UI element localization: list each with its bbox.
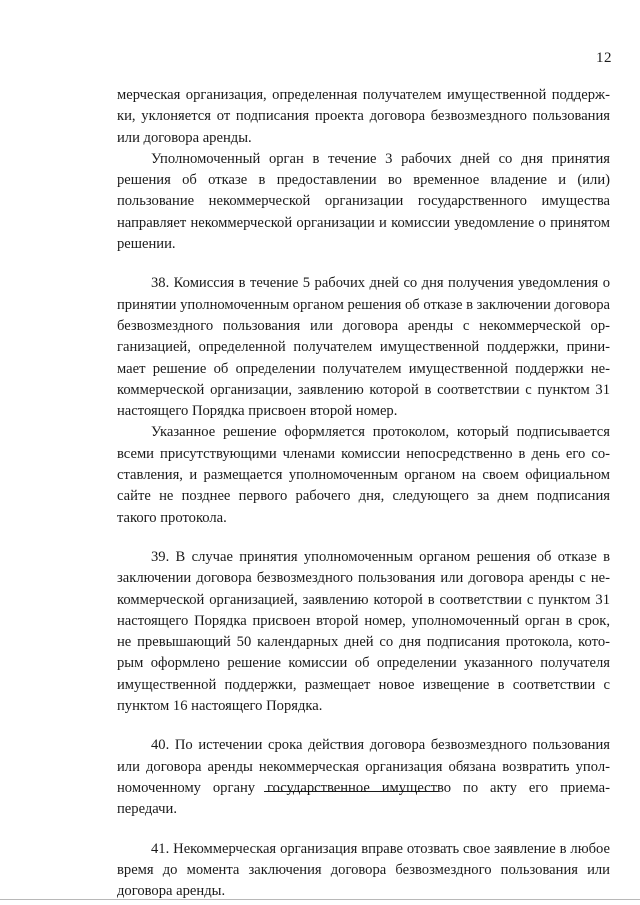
paragraph-continued: мерческая организация, определенная получателем имущественной поддержки, уклоняется от подписания проекта договора безвозмездного пользования или договора аренды. <box>117 87 610 146</box>
scan-edge-line <box>0 899 640 900</box>
paragraph-notice: Уполномоченный орган в течение 3 рабочих дней со дня принятия решения об отказе в предоставлении во временное владение и (или) пользование некоммерческой организации государственного имущества направляет некоммерческой организации и комиссии уведомление о принятом решении. <box>117 150 610 253</box>
body-text <box>117 85 610 902</box>
paragraph-41: 41. Некоммерческая организация вправе отозвать свое заявление в любое время до момента заключения договора безвозмездного пользования или договора аренды. <box>117 840 610 900</box>
paragraph-40: 40. По истечении срока действия договора безвозмездного пользования или договора аренды некоммерческая организация обязана возвратить уполномоченному органу государственное имущество по акту его приема-передачи. <box>117 737 610 818</box>
paragraph-38-protocol: Указанное решение оформляется протоколом, который подписывается всеми присутствующими членами комиссии непосредственно в день его составления, и размещается уполномоченным органом на своем официальном сайте не позднее первого рабочего дня, следующего за днем подписания такого протокола. <box>117 424 610 526</box>
paragraph-38: 38. Комиссия в течение 5 рабочих дней со дня получения уведомления о принятии уполномоченным органом решения об отказе в заключении договора безвозмездного пользования или договора аренды с некоммерческой организацией, определенной получателем имущественной поддержки, принимает решение об определении получателем имущественной поддержки некоммерческой организации, заявлению которой в соответствии с пунктом 31 настоящего Порядка присвоен второй номер. <box>117 275 610 420</box>
paragraph-39: 39. В случае принятия уполномоченным органом решения об отказе в заключении договора безвозмездного пользования или договора аренды с некоммерческой организацией, заявлению которой в соответствии с пунктом 31 настоящего Порядка присвоен второй номер, уполномоченный орган в срок, не превышающий 50 календарных дней со дня подписания протокола, которым оформлено решение комиссии об определении указанного получателя имущественной поддержки, размещает новое извещение в соответствии с пунктом 16 настоящего Порядка. <box>117 548 610 715</box>
page-number: 12 <box>596 50 612 66</box>
closing-separator-line <box>264 791 438 792</box>
